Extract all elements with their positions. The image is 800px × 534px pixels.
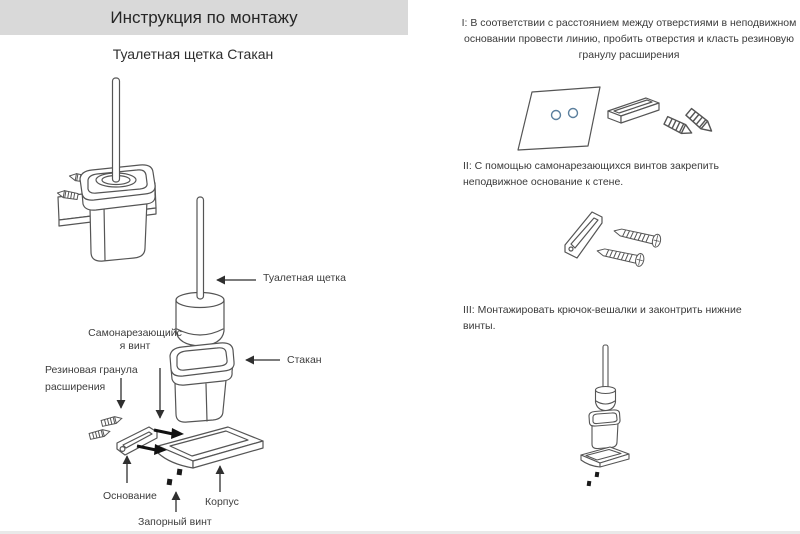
rubber-anchor-icon	[89, 428, 111, 440]
brush-handle-drawing	[603, 345, 608, 389]
label-cup: Стакан	[287, 354, 322, 366]
exploded-cup-drawing	[170, 343, 234, 422]
base-bracket-drawing	[117, 427, 157, 455]
step-3-text: III: Монтажировать крючок-вешалки и законтрить нижние винты.	[463, 304, 742, 332]
exploded-brush-drawing	[176, 197, 224, 346]
step-2-text: II: С помощью самонарезающихся винтов закрепить неподвижное основание к стене.	[463, 160, 719, 188]
locking-screws-drawing	[587, 472, 600, 487]
cup-drawing	[589, 410, 620, 449]
rubber-anchor-icon	[664, 116, 694, 137]
brush-head-drawing	[596, 387, 616, 411]
step-1-illustration	[505, 82, 740, 162]
bracket-drawing	[565, 212, 602, 258]
tray-drawing	[581, 447, 629, 467]
rubber-anchor-icon	[101, 415, 123, 427]
label-self-tapping-screw: Самонарезающийс я винт	[88, 327, 182, 352]
product-title: Туалетная щетка Стакан	[112, 46, 274, 62]
step-2-illustration	[550, 205, 680, 305]
assembled-unit-drawing	[57, 78, 156, 261]
self-tapping-screw-icon	[596, 245, 645, 268]
bracket-drawing	[608, 98, 659, 123]
step-1-text: I: В соответствии с расстоянием между отверстиями в неподвижном основании провести линию, пробить отверстия и класть резиновую гранулу расширения	[461, 17, 797, 61]
label-rubber-granule: Резиновая гранула расширения	[45, 364, 138, 393]
locking-screws-drawing	[167, 469, 183, 486]
label-base: Основание	[103, 490, 157, 502]
self-tapping-screw-icon	[613, 225, 662, 248]
label-locking-screw: Запорный винт	[138, 516, 212, 528]
label-body: Корпус	[205, 496, 239, 508]
page-title: Инструкция по монтажу	[110, 7, 298, 27]
label-toilet-brush: Туалетная щетка	[263, 272, 346, 284]
step-3-illustration	[553, 340, 673, 534]
